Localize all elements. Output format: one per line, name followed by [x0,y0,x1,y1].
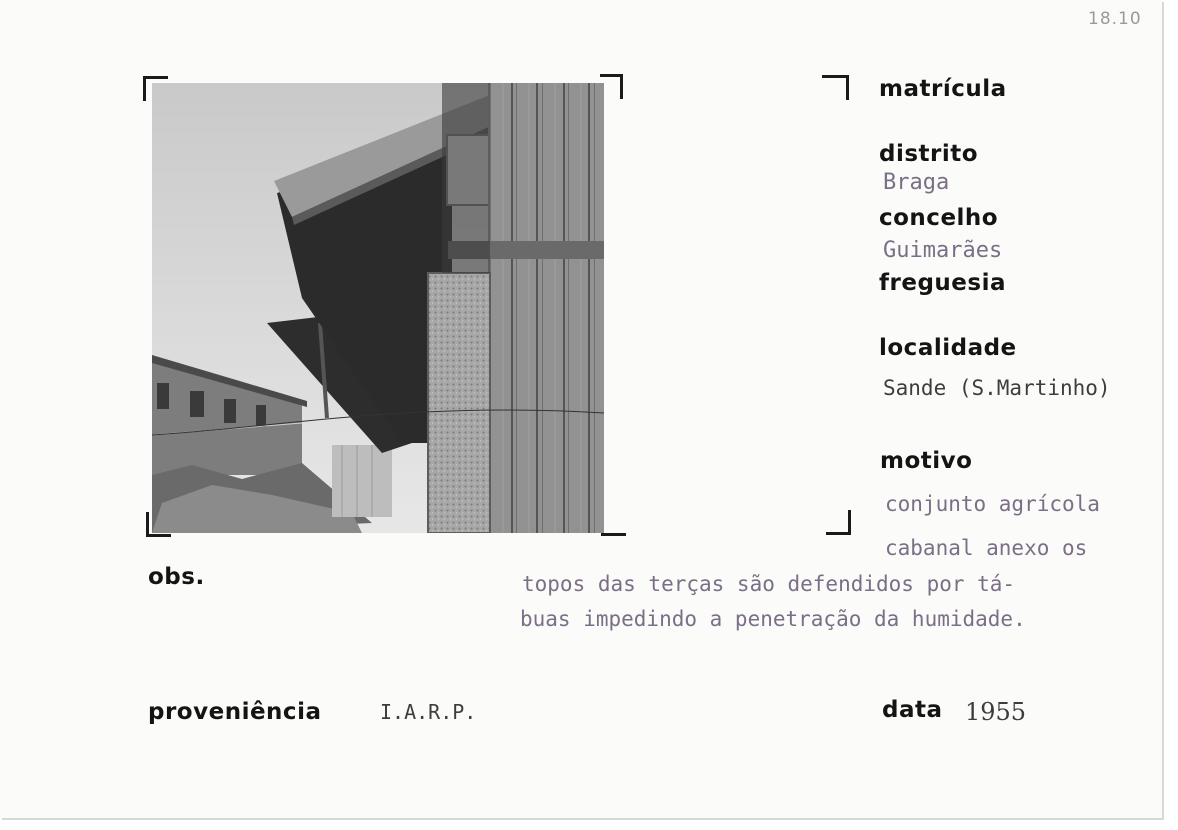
label-distrito: distrito [879,141,979,167]
label-data: data [882,697,943,723]
photo-corner-bottom-right [601,511,626,536]
obs-line-2: topos das terças são defendidos por tá- [522,572,1016,596]
photo-illustration [152,83,604,533]
label-concelho: concelho [879,205,999,231]
pencil-note: 18.10 [1088,9,1142,29]
label-localidade: localidade [879,335,1017,361]
fields-corner-bottom-right [826,510,851,535]
fields-corner-top-right [822,75,849,100]
value-motivo: conjunto agrícola [885,492,1100,516]
label-freguesia: freguesia [879,270,1006,296]
value-concelho: Guimarães [883,238,1003,263]
obs-line-3: buas impedindo a penetração da humidade. [520,607,1026,631]
label-matricula: matrícula [879,76,1007,102]
value-proveniencia: I.A.R.P. [380,700,477,724]
value-distrito: Braga [883,170,950,195]
value-localidade: Sande (S.Martinho) [883,376,1111,400]
label-obs: obs. [148,564,205,590]
obs-line-1: cabanal anexo os [885,536,1088,560]
photograph [152,83,604,533]
value-data: 1955 [965,698,1027,726]
label-motivo: motivo [880,448,973,474]
label-proveniencia: proveniência [148,699,322,725]
